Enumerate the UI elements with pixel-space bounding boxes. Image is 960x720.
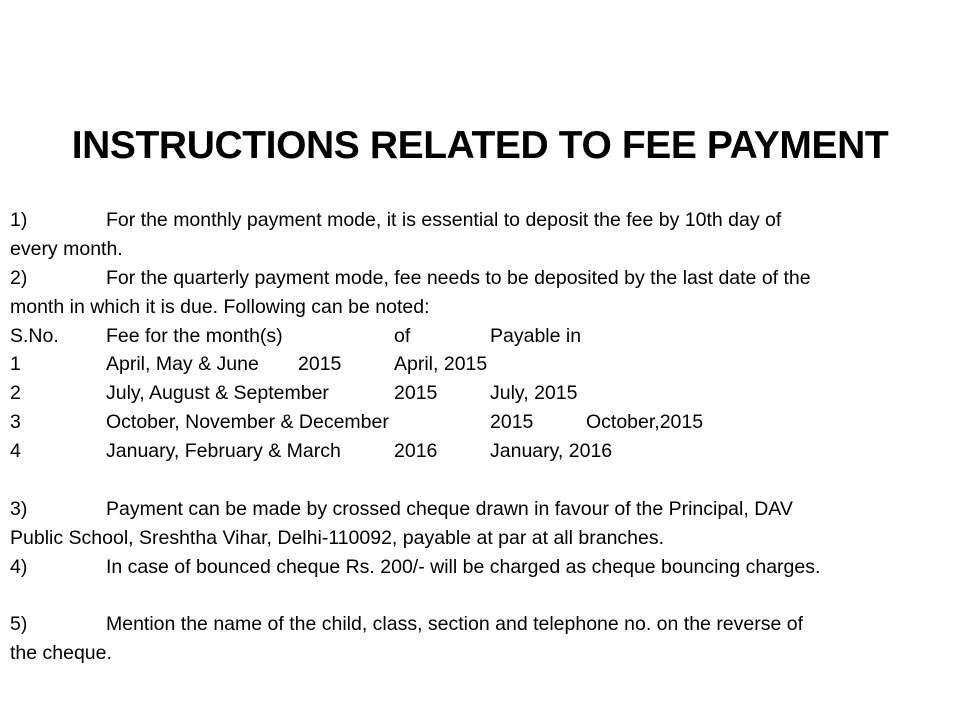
- header-sno: S.No.: [10, 324, 59, 347]
- row-payable: January, 2016: [490, 440, 613, 463]
- row-year: 2015: [394, 382, 438, 405]
- row-sno: 3: [10, 411, 21, 434]
- instructions-body: [10, 206, 945, 668]
- instruction-item-5-continued: [10, 639, 945, 668]
- item-text: Payment can be made by crossed cheque drawn in favour of the Principal, DAV: [106, 497, 793, 520]
- instruction-item-1: [10, 206, 945, 235]
- page-title: INSTRUCTIONS RELATED TO FEE PAYMENT: [71, 124, 889, 167]
- row-payable: October,2015: [586, 411, 704, 434]
- row-months: January, February & March: [106, 440, 341, 463]
- row-sno: 2: [10, 382, 21, 405]
- schedule-row-2: [10, 379, 945, 408]
- item-number: 5): [10, 613, 28, 636]
- item-text-continued: every month.: [10, 237, 123, 260]
- instruction-item-2: [10, 264, 945, 293]
- header-payable-in: Payable in: [490, 324, 582, 347]
- instruction-item-4: [10, 553, 945, 582]
- item-text: Mention the name of the child, class, section and telephone no. on the reverse of: [106, 613, 804, 636]
- row-year: 2015: [298, 353, 342, 376]
- item-text: For the monthly payment mode, it is essential to deposit the fee by 10th day of: [106, 209, 782, 231]
- item-number: 2): [10, 266, 28, 289]
- row-months: October, November & December: [106, 411, 389, 434]
- header-of: of: [394, 324, 411, 347]
- row-payable: April, 2015: [394, 353, 488, 376]
- item-number: 1): [10, 209, 28, 231]
- item-text-continued: Public School, Sreshtha Vihar, Delhi-110092, payable at par at all branches.: [10, 526, 665, 549]
- item-text: In case of bounced cheque Rs. 200/- will be charged as cheque bouncing charges.: [106, 555, 821, 578]
- instruction-item-3-continued: [10, 524, 945, 553]
- item-number: 4): [10, 555, 28, 578]
- schedule-row-4: [10, 437, 945, 466]
- row-months: July, August & September: [106, 382, 329, 405]
- row-payable: July, 2015: [490, 382, 578, 405]
- schedule-row-1: [10, 350, 945, 379]
- schedule-header-row: [10, 322, 945, 351]
- row-year: 2015: [490, 411, 534, 434]
- item-text: For the quarterly payment mode, fee needs to be deposited by the last date of the: [106, 266, 811, 289]
- instruction-item-1-continued: [10, 235, 945, 264]
- item-text-continued: month in which it is due. Following can be noted:: [10, 295, 430, 318]
- row-sno: 1: [10, 353, 21, 376]
- spacer: [10, 582, 945, 611]
- instruction-item-3: [10, 495, 945, 524]
- item-number: 3): [10, 497, 28, 520]
- schedule-row-3: [10, 408, 945, 437]
- row-sno: 4: [10, 440, 21, 463]
- spacer: [10, 466, 945, 495]
- instruction-item-5: [10, 610, 945, 639]
- item-text-continued: the cheque.: [10, 642, 112, 665]
- row-year: 2016: [394, 440, 438, 463]
- header-fee-for: Fee for the month(s): [106, 324, 283, 347]
- instruction-item-2-continued: [10, 293, 945, 322]
- row-months: April, May & June: [106, 353, 259, 376]
